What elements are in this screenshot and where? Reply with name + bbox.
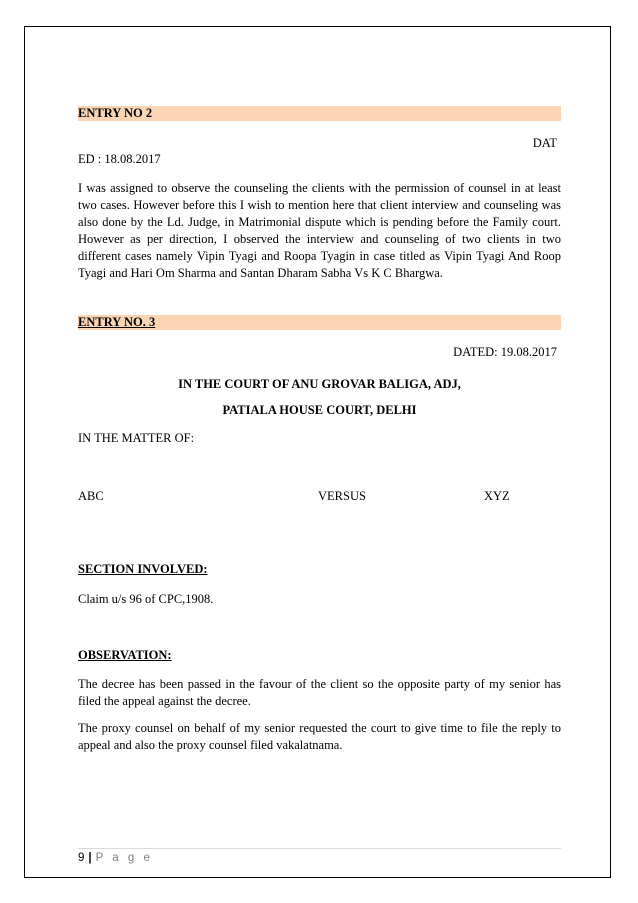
entry-2-paragraph: I was assigned to observe the counseling the clients with the permission of counsel in at least two cases. However before this I wish to mention here that client interview and counseling was also done by the Ld. Judge, in Matrimonial dispute which is pending before the Family court. However as per direction, I observed the interview and counseling of two clients in two different cases namely Vipin Tyagi and Roopa Tyagin in case titled as Vipin Tyagi And Roop Tyagi and Hari Om Sharma and Santan Dharam Sabha Vs K C Bhargwa. — [78, 181, 561, 280]
section-involved-text: Claim u/s 96 of CPC,1908. — [78, 592, 214, 606]
footer-separator: | — [88, 852, 92, 864]
page-footer — [78, 851, 153, 865]
entry-3-date: DATED: 19.08.2017 — [453, 345, 557, 359]
footer-divider — [78, 848, 561, 849]
party-right: XYZ — [484, 489, 510, 503]
entry-2-date-part1: DAT — [532, 136, 557, 150]
court-line-2: PATIALA HOUSE COURT, DELHI — [222, 403, 417, 417]
court-line-1: IN THE COURT OF ANU GROVAR BALIGA, ADJ, — [178, 377, 461, 391]
entry-2-heading: ENTRY NO 2 — [78, 106, 153, 120]
party-left: ABC — [78, 489, 104, 503]
observation-paragraph-2: The proxy counsel on behalf of my senior requested the court to give time to file the reply to appeal and also the proxy counsel filed vakalatnama. — [78, 721, 561, 752]
observation-paragraph-1: The decree has been passed in the favour of the client so the opposite party of my senior has filed the appeal against the decree. — [78, 677, 561, 708]
entry-2-date-part2: ED : 18.08.2017 — [78, 152, 161, 166]
entry-2-heading-bar — [78, 106, 561, 121]
section-involved-heading: SECTION INVOLVED: — [78, 562, 208, 576]
entry-3-heading-bar — [78, 315, 561, 330]
matter-label: IN THE MATTER OF: — [78, 431, 195, 445]
page-number: 9 — [78, 852, 85, 864]
entry-3-heading: ENTRY NO. 3 — [78, 315, 156, 329]
observation-heading: OBSERVATION: — [78, 648, 172, 662]
versus-label: VERSUS — [318, 489, 366, 503]
page-label: P a g e — [95, 852, 153, 864]
